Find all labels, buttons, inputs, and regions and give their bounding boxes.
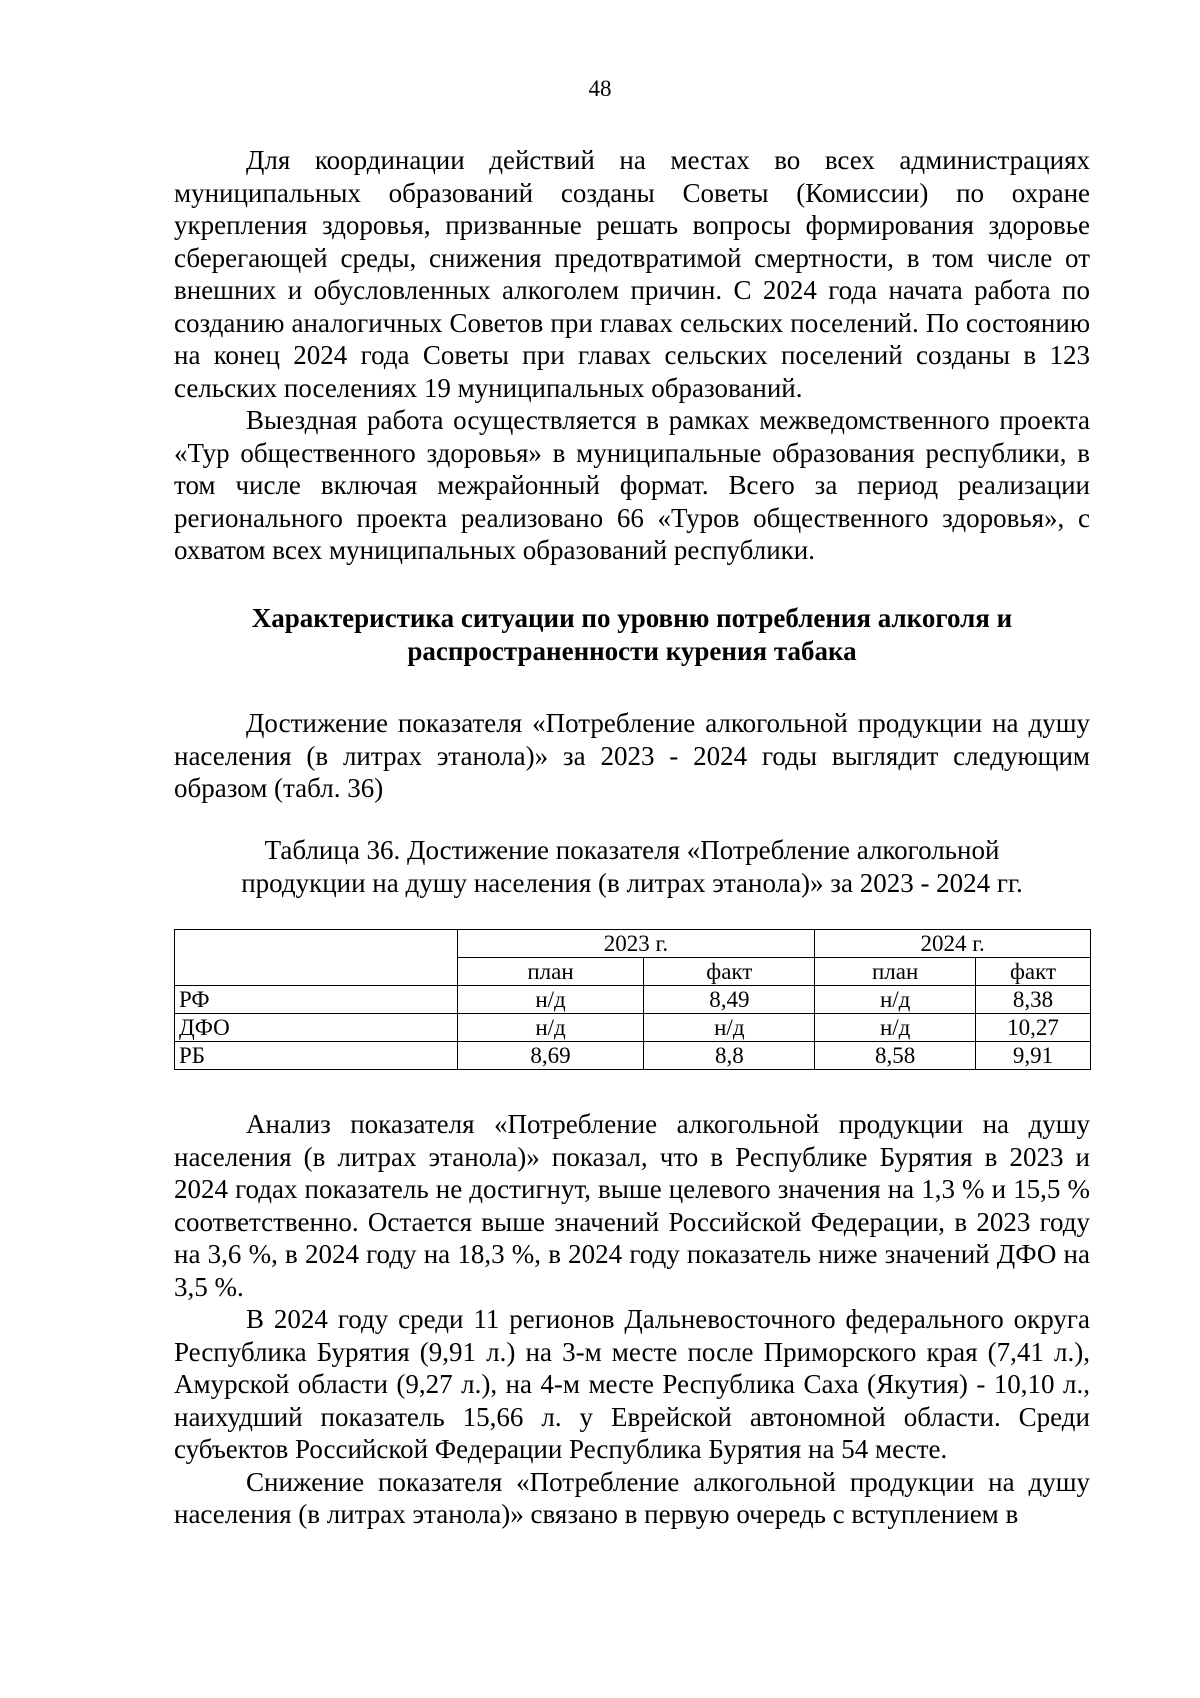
table-cell: н/д	[815, 986, 976, 1014]
paragraph-analysis: Анализ показателя «Потребление алкогольной продукции на душу населения (в литрах этанола)» показал, что в Республике Бурятия в 2023 и 2024 годах показатель не достигнут, выше целевого значения на 1,3 % и 15,5 % соответственно. Остается выше значений Российской Федерации, в 2023 году на 3,6 %, в 2024 году на 18,3 %, в 2024 году показатель ниже значений ДФО на 3,5 %.	[174, 1109, 1090, 1302]
table-cell: н/д	[815, 1014, 976, 1042]
table-cell: 8,58	[815, 1042, 976, 1070]
table-caption-line-2: продукции на душу населения (в литрах этанола)» за 2023 - 2024 гг.	[241, 868, 1023, 898]
paragraph-field-work: Выездная работа осуществляется в рамках межведомственного проекта «Тур общественного здоровья» в муниципальные образования республики, в том числе включая межрайонный формат. Всего за период реализации регионального проекта реализовано 66 «Туров общественного здоровья», с охватом всех муниципальных образований республики.	[174, 405, 1090, 565]
page-number: 48	[588, 76, 612, 101]
table-row	[175, 1042, 1091, 1070]
table-cell: н/д	[457, 986, 644, 1014]
table-cell: н/д	[457, 1014, 644, 1042]
table-cell: н/д	[644, 1014, 815, 1042]
table-cell: 8,49	[644, 986, 815, 1014]
table-cell: 10,27	[976, 1014, 1091, 1042]
table-cell: 8,8	[644, 1042, 815, 1070]
section-heading	[174, 602, 1090, 668]
table-header-row-years	[175, 930, 1091, 958]
table-header-year-2023: 2023 г.	[457, 930, 815, 958]
table-caption-line-1: Таблица 36. Достижение показателя «Потребление алкогольной	[264, 835, 1000, 865]
table-cell: 9,91	[976, 1042, 1091, 1070]
table-subheader-fact-2023: факт	[644, 958, 815, 986]
table-row-label: РФ	[175, 986, 458, 1014]
alcohol-consumption-table	[174, 929, 1091, 1070]
table-row	[175, 986, 1091, 1014]
paragraph-ranking: В 2024 году среди 11 регионов Дальневосточного федерального округа Республика Бурятия (9,91 л.) на 3-м месте после Приморского края (7,41 л.), Амурской области (9,27 л.), на 4-м месте Республика Саха (Якутия) - 10,10 л., наихудший показатель 15,66 л. у Еврейской автономной области. Среди субъектов Российской Федерации Республика Бурятия на 54 месте.	[174, 1304, 1090, 1464]
section-heading-line-1: Характеристика ситуации по уровню потребления алкоголя и	[251, 603, 1013, 633]
table-subheader-plan-2024: план	[815, 958, 976, 986]
table-subheader-fact-2024: факт	[976, 958, 1091, 986]
table-subheader-plan-2023: план	[457, 958, 644, 986]
body-text-top	[174, 144, 1090, 567]
table-row-label: ДФО	[175, 1014, 458, 1042]
table-header-empty-cell	[175, 930, 458, 986]
paragraph-decrease: Снижение показателя «Потребление алкогольной продукции на душу населения (в литрах этанола)» связано в первую очередь с вступлением в	[174, 1466, 1090, 1529]
paragraph-intro: Достижение показателя «Потребление алкогольной продукции на душу населения (в литрах этанола)» за 2023 - 2024 годы выглядит следующим образом (табл. 36)	[174, 708, 1090, 803]
table-header-year-2024: 2024 г.	[815, 930, 1091, 958]
table-cell: 8,69	[457, 1042, 644, 1070]
body-text-intro	[174, 707, 1090, 805]
table-row-label: РБ	[175, 1042, 458, 1070]
table-caption	[174, 834, 1090, 900]
table-row	[175, 1014, 1091, 1042]
section-heading-line-2: распространенности курения табака	[407, 636, 857, 666]
paragraph-councils: Для координации действий на местах во всех администрациях муниципальных образований созданы Советы (Комиссии) по охране укрепления здоровья, призванные решать вопросы формирования здоровье сберегающей среды, снижения предотвратимой смертности, в том числе от внешних и обусловленных алкоголем причин. С 2024 года начата работа по созданию аналогичных Советов при главах сельских поселений. По состоянию на конец 2024 года Советы при главах сельских поселений созданы в 123 сельских поселениях 19 муниципальных образований.	[174, 145, 1090, 403]
table-cell: 8,38	[976, 986, 1091, 1014]
body-text-bottom	[174, 1108, 1090, 1531]
